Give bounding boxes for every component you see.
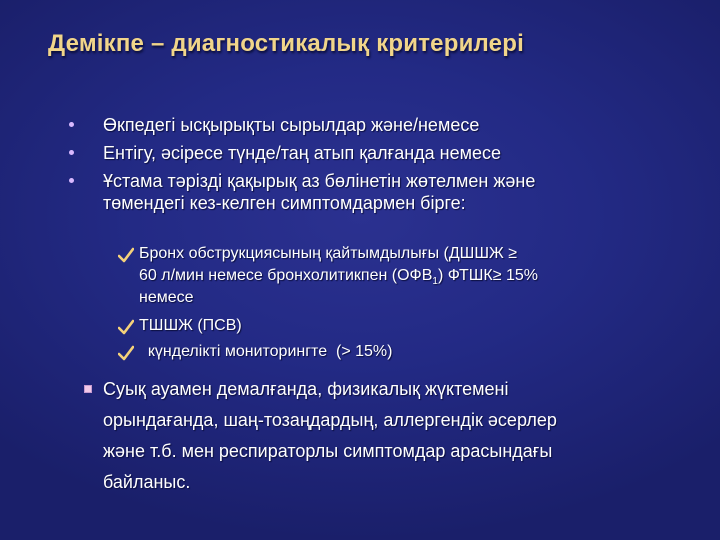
checkmark-icon [118,345,134,361]
final-text-line4: байланыс. [103,472,191,492]
checkmark-icon [118,247,134,263]
bullet-dot [69,150,74,155]
final-text-line1: Суық ауамен демалғанда, физикалық жүктемені [103,379,509,399]
bullet-dot [69,178,74,183]
bullet-dot [69,122,74,127]
check-text-1-line2a: 60 л/мин немесе бронхолитикпен (ОФВ [139,267,433,284]
slide-title: Демікпе – диагностикалық критерилері [48,30,524,57]
final-text-line2: орындағанда, шаң-тозаңдардың, аллергендік әсерлер [103,410,557,430]
check-text-1-subscript: 1 [432,276,438,288]
bullet-text-2: Ентігу, әсіресе түнде/таң атып қалғанда немесе [103,143,502,163]
check-text-3: күнделікті мониторингте (> 15%) [139,343,393,360]
check-text-2: ТШШЖ (ПСВ) [139,317,242,334]
square-bullet [84,385,92,393]
check-text-1-line2b: ) ФТШК≥ 15% [437,267,538,284]
check-text-1-line3: немесе [139,289,194,306]
check-text-1-line1: Бронх обструкциясының қайтымдылығы (ДШШЖ ≥ [139,245,517,262]
bullet-text-3-line2: төмендегі кез-келген симптомдармен бірге: [103,193,466,213]
checkmark-icon [118,319,134,335]
bullet-text-3-line1: Ұстама тәрізді қақырық аз бөлінетін жөтелмен және [103,171,536,191]
check-text-1-line2 [139,266,538,292]
bullet-text-1: Өкпедегі ысқырықты сырылдар және/немесе [103,115,480,135]
final-text-line3: және т.б. мен респираторлы симптомдар арасындағы [103,441,553,461]
